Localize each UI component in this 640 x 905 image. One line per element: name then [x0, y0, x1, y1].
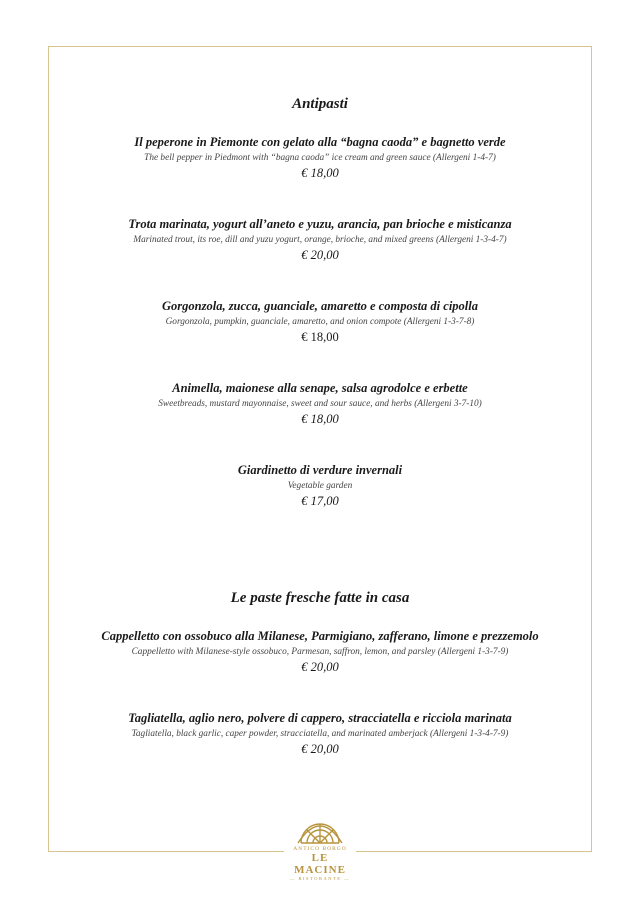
dish-description: Marinated trout, its roe, dill and yuzu yogurt, orange, brioche, and mixed greens (Allergeni 1-3-4-7): [133, 235, 507, 245]
logo-line-1: ANTICO BORGO: [293, 846, 347, 852]
section-title-antipasti: Antipasti: [292, 96, 348, 112]
dish-animella: [0, 380, 640, 428]
dish-name: Cappelletto con ossobuco alla Milanese, Parmigiano, zafferano, limone e prezzemolo: [101, 629, 539, 643]
dish-cappelletto: [0, 628, 640, 676]
dish-price: € 17,00: [301, 494, 339, 508]
dish-trota: [0, 216, 640, 264]
dish-description: Sweetbreads, mustard mayonnaise, sweet and sour sauce, and herbs (Allergeni 3-7-10): [158, 399, 482, 409]
dish-price: € 20,00: [301, 248, 339, 262]
dish-name: Gorgonzola, zucca, guanciale, amaretto e composta di cipolla: [162, 299, 478, 313]
dish-name: Giardinetto di verdure invernali: [237, 463, 403, 477]
dish-tagliatella: [0, 710, 640, 758]
dish-name: Animella, maionese alla senape, salsa agrodolce e erbette: [172, 381, 468, 395]
section-title-paste: Le paste fresche fatte in casa: [230, 590, 410, 606]
dish-description: Tagliatella, black garlic, caper powder, stracciatella, and marinated amberjack (Allergeni 1-3-4-7-9): [131, 729, 509, 739]
dish-price: € 20,00: [301, 742, 339, 756]
dish-price: € 18,00: [301, 166, 339, 180]
dish-description: The bell pepper in Piedmont with “bagna caoda” ice cream and green sauce (Allergeni 1-4-7): [144, 153, 496, 163]
dish-description: Gorgonzola, pumpkin, guanciale, amaretto, and onion compote (Allergeni 1-3-7-8): [165, 317, 475, 327]
dish-description: Cappelletto with Milanese-style ossobuco, Parmesan, saffron, lemon, and parsley (Allergeni 1-3-7-9): [131, 647, 509, 657]
dish-name: Trota marinata, yogurt all’aneto e yuzu, arancia, pan brioche e misticanza: [128, 217, 512, 231]
mill-wheel-icon: [297, 815, 343, 845]
dish-price: € 18,00: [301, 330, 339, 344]
dish-description: Vegetable garden: [287, 481, 353, 491]
dish-peperone: [0, 134, 640, 182]
dish-giardinetto: [0, 462, 640, 510]
logo-line-2: LE MACINE: [294, 852, 346, 876]
restaurant-logo: [284, 815, 356, 885]
dish-name: Tagliatella, aglio nero, polvere di cappero, stracciatella e ricciola marinata: [128, 711, 512, 725]
logo-line-3: — RISTORANTE —: [289, 876, 351, 881]
dish-gorgonzola: [0, 298, 640, 346]
dish-name: Il peperone in Piemonte con gelato alla “bagna caoda” e bagnetto verde: [134, 135, 506, 149]
dish-price: € 18,00: [301, 412, 339, 426]
dish-price: € 20,00: [301, 660, 339, 674]
